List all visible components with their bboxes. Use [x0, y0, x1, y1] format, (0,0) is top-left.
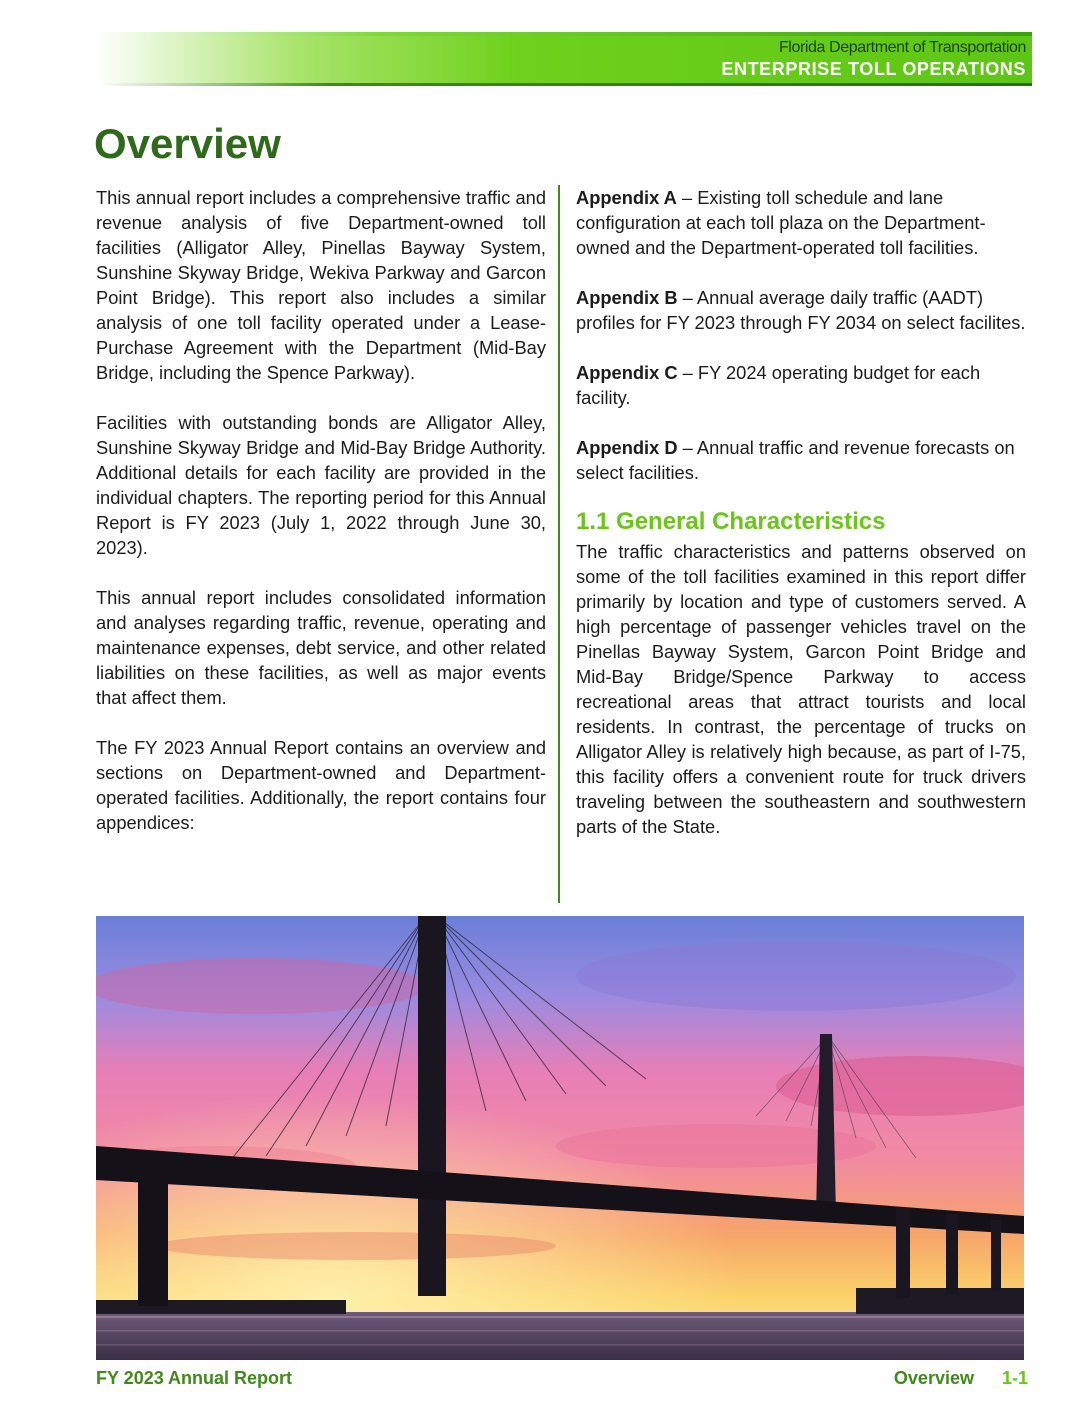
appendix-c-label: Appendix C [576, 362, 678, 383]
footer-page-number: 1-1 [1001, 1368, 1028, 1388]
page-title: Overview [94, 120, 281, 167]
footer-report-title: FY 2023 Annual Report [96, 1368, 293, 1388]
bridge-photo [96, 916, 1024, 1360]
general-characteristics-paragraph: The traffic characteristics and patterns observed on some of the toll facilities examined in this report differ primarily by location and type of customers served. A high percentage of passenger vehicles travel on the Pinellas Bayway System, Garcon Point Bridge and Mid-Bay Bridge/Spence Parkway to access recreational areas that attract tourists and local residents. In contrast, the percentage of trucks on Alligator Alley is relatively high because, as part of I-75, this facility offers a convenient route for truck drivers traveling between the southeastern and southwestern parts of the State. [576, 541, 1026, 837]
appendix-c-item [576, 360, 1026, 410]
footer-section-name: Overview [893, 1368, 974, 1388]
appendix-a-text: – Existing toll schedule and lane configuration at each toll plaza on the Department-owned and the Department-operated toll facilities. [576, 187, 986, 258]
header-division-name: ENTERPRISE TOLL OPERATIONS [721, 59, 1026, 79]
footer-page-info [894, 1368, 1028, 1389]
appendix-b-item [576, 285, 1026, 335]
appendix-d-text: – Annual traffic and revenue forecasts on select facilities. [576, 437, 1015, 483]
appendix-a-item [576, 185, 1026, 260]
header-agency-name: Florida Department of Transportation [778, 39, 1026, 56]
section-heading: 1.1 General Characteristics [576, 508, 886, 535]
header-bottom-rule [96, 83, 1032, 86]
header-top-rule [96, 32, 1032, 36]
right-column [576, 185, 1026, 864]
appendices-intro-paragraph: The FY 2023 Annual Report contains an overview and sections on Department-owned and Department-operated facilities. Additionally, the report contains four appendices: [96, 737, 546, 833]
consolidated-info-paragraph: This annual report includes consolidated information and analyses regarding traffic, revenue, operating and maintenance expenses, debt service, and other related liabilities on these facilities, as well as major events that affect them. [96, 587, 546, 708]
appendix-b-text: – Annual average daily traffic (AADT) profiles for FY 2023 through FY 2034 on select facilites. [576, 287, 1026, 333]
appendix-a-label: Appendix A [576, 187, 677, 208]
appendix-b-label: Appendix B [576, 287, 678, 308]
appendix-c-text: – FY 2024 operating budget for each facility. [576, 362, 981, 408]
left-column [96, 185, 546, 860]
appendix-d-label: Appendix D [576, 437, 678, 458]
bonds-paragraph: Facilities with outstanding bonds are Alligator Alley, Sunshine Skyway Bridge and Mid-Bay Bridge Authority. Additional details for each facility are provided in the individual chapters. The reporting period for this Annual Report is FY 2023 (July 1, 2022 through June 30, 2023). [96, 412, 546, 558]
intro-paragraph: This annual report includes a comprehensive traffic and revenue analysis of five Department-owned toll facilities (Alligator Alley, Pinellas Bayway System, Sunshine Skyway Bridge, Wekiva Parkway and Garcon Point Bridge). This report also includes a similar analysis of one toll facility operated under a Lease-Purchase Agreement with the Department (Mid-Bay Bridge, including the Spence Parkway). [96, 187, 546, 383]
appendix-d-item [576, 435, 1026, 485]
column-divider [558, 185, 560, 903]
header-banner [96, 32, 1032, 86]
